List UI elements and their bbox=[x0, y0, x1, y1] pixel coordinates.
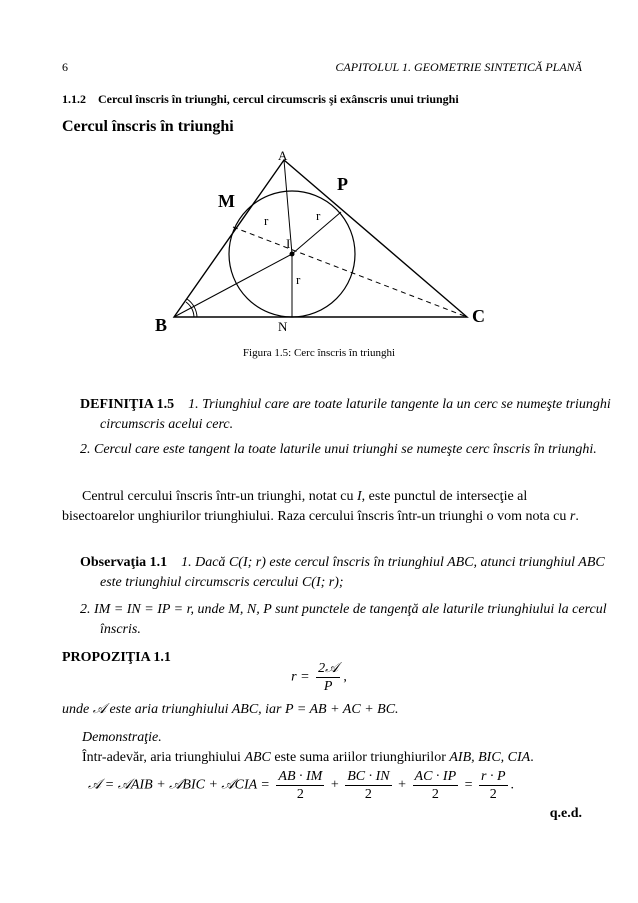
subsection-heading bbox=[62, 92, 459, 107]
obs2-m1: IM = IN = IP = r bbox=[94, 602, 191, 617]
label-a: A bbox=[278, 148, 288, 163]
eq-frac-1-num: AB · IM bbox=[278, 769, 323, 784]
label-r-left: r bbox=[264, 213, 269, 228]
para-text-a: Centrul cercului înscris într-un triunghi, notat cu bbox=[82, 489, 357, 504]
section-title: Cercul înscris în triunghi bbox=[62, 118, 234, 135]
eq-frac-3 bbox=[413, 768, 459, 803]
proof-equation bbox=[88, 768, 514, 803]
obs1-d: este triunghiul circumscris cercului bbox=[100, 575, 302, 590]
para-text-b: , este punctul de intersecţie al bisectoarelor unghiurilor triunghiului. Raza cercului înscris într-un triunghi o vom nota cu bbox=[62, 489, 570, 524]
eq-lhs: 𝒜 = 𝒜AIB + 𝒜BIC + 𝒜CIA = bbox=[88, 777, 270, 793]
label-n: N bbox=[278, 319, 288, 334]
proof-label: Demonstraţie. bbox=[82, 730, 162, 745]
eq-frac-3-den: 2 bbox=[431, 787, 439, 802]
eq-frac-4 bbox=[479, 768, 508, 803]
proof-text bbox=[62, 748, 610, 768]
label-c: C bbox=[472, 306, 485, 326]
observation-item-1 bbox=[62, 553, 628, 593]
proof-text-m2: AIB, BIC, CIA bbox=[449, 750, 531, 765]
proposition-where bbox=[62, 700, 590, 720]
obs1-m3: ABC bbox=[578, 555, 605, 570]
where-m3: P = AB + AC + BC bbox=[285, 702, 396, 717]
label-r-right: r bbox=[316, 208, 321, 223]
where-m2: ABC bbox=[231, 702, 259, 717]
obs1-m4: C(I; r) bbox=[301, 575, 339, 590]
obs1-m2: ABC bbox=[447, 555, 474, 570]
where-c: , iar bbox=[258, 702, 286, 717]
eq-frac-3-num: AC · IP bbox=[414, 769, 457, 784]
subsection-title: Cercul înscris în triunghi, cercul circumscris şi exânscris unui triunghi bbox=[98, 92, 459, 106]
proof-text-c: . bbox=[530, 750, 534, 765]
eq-frac-1 bbox=[276, 768, 324, 803]
para-var-i: I bbox=[357, 489, 362, 504]
eq-plus-2: + bbox=[398, 777, 407, 793]
formula-fraction bbox=[316, 660, 340, 695]
eq-frac-4-den: 2 bbox=[489, 787, 497, 802]
obs1-c: , atunci triunghiul bbox=[473, 555, 579, 570]
eq-end: . bbox=[510, 777, 515, 793]
chapter-header: CAPITOLUL 1. GEOMETRIE SINTETICĂ PLANĂ bbox=[335, 60, 582, 74]
eq-frac-2-den: 2 bbox=[364, 787, 372, 802]
where-m1: 𝒜 bbox=[92, 702, 106, 717]
page-number: 6 bbox=[62, 60, 68, 74]
obs1-b: este cercul înscris în triunghiul bbox=[265, 555, 448, 570]
obs1-m1: C(I; r) bbox=[228, 555, 266, 570]
definition-label: DEFINIŢIA 1.5 bbox=[80, 397, 175, 412]
subsection-number: 1.1.2 bbox=[62, 92, 86, 106]
definition-text-2: 2. Cercul care este tangent la toate laturile unui triunghi se numeşte cerc înscris în triunghi. bbox=[80, 442, 597, 457]
formula-tail: , bbox=[343, 669, 347, 685]
eq-frac-4-num: r · P bbox=[481, 769, 506, 784]
obs2-a: 2. bbox=[80, 602, 94, 617]
label-m: M bbox=[218, 191, 235, 211]
eq-frac-2-num: BC · IN bbox=[347, 769, 390, 784]
formula-lhs: r = bbox=[291, 669, 310, 685]
formula-numerator: 2𝒜 bbox=[318, 661, 339, 676]
eq-frac-1-den: 2 bbox=[296, 787, 304, 802]
where-a: unde bbox=[62, 702, 93, 717]
label-i: I bbox=[286, 236, 291, 251]
definition-item-1 bbox=[62, 395, 628, 435]
incircle-paragraph bbox=[62, 487, 590, 527]
proof-text-m1: ABC bbox=[244, 750, 271, 765]
obs1-a: 1. Dacă bbox=[181, 555, 229, 570]
obs1-e: ; bbox=[338, 575, 344, 590]
observation-item-2 bbox=[62, 600, 628, 640]
proposition-label: PROPOZIŢIA 1.1 bbox=[62, 650, 171, 665]
definition-text-1: 1. Triunghiul care are toate laturile tangente la un cerc se numeşte triunghi circumscris acelui cerc. bbox=[100, 397, 611, 432]
where-b: este aria triunghiului bbox=[105, 702, 232, 717]
proof-text-a: Într-adevăr, aria triunghiului bbox=[82, 750, 245, 765]
eq-frac-2 bbox=[345, 768, 391, 803]
definition-item-2 bbox=[62, 440, 628, 460]
where-d: . bbox=[395, 702, 399, 717]
incenter-point bbox=[290, 252, 295, 257]
label-b: B bbox=[155, 315, 168, 335]
incircle-figure bbox=[0, 140, 638, 350]
formula-denominator: P bbox=[323, 679, 333, 694]
figure-caption: Figura 1.5: Cerc înscris în triunghi bbox=[242, 347, 396, 359]
observation-label: Observaţia 1.1 bbox=[80, 555, 168, 570]
para-var-r: r bbox=[569, 509, 576, 524]
proof-text-b: este suma ariilor triunghiurilor bbox=[270, 750, 450, 765]
obs2-c: sunt punctele de tangenţă ale laturile triunghiului la cercul înscris. bbox=[100, 602, 607, 637]
eq-equals: = bbox=[464, 777, 473, 793]
eq-plus-1: + bbox=[330, 777, 339, 793]
label-r-bottom: r bbox=[296, 272, 301, 287]
label-p: P bbox=[337, 174, 348, 194]
para-text-c: . bbox=[575, 509, 579, 524]
bisector-c-dashed bbox=[233, 227, 467, 317]
obs2-b: , unde bbox=[190, 602, 229, 617]
qed-mark: q.e.d. bbox=[549, 806, 582, 821]
proposition-formula bbox=[0, 660, 638, 695]
obs2-m2: M, N, P bbox=[228, 602, 272, 617]
